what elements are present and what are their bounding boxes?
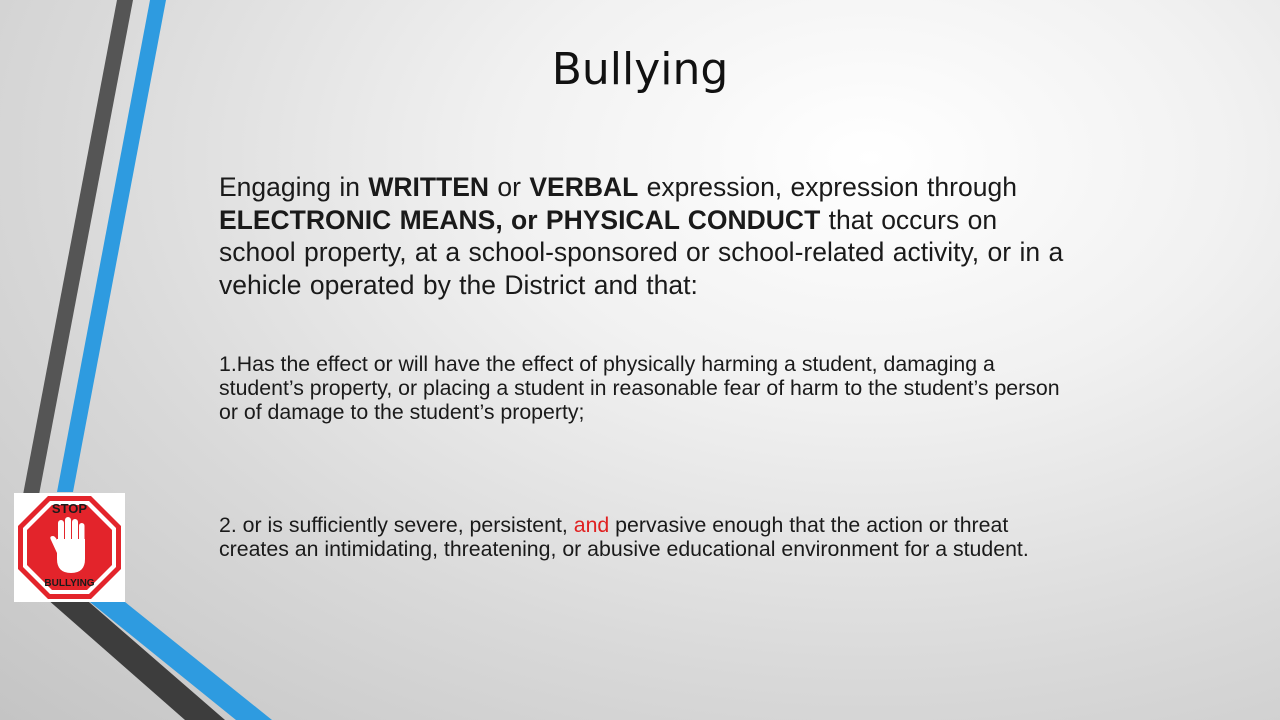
intro-text-3: expression, expression through	[638, 172, 1017, 202]
stop-bullying-sign-icon	[14, 493, 125, 602]
point-2-highlight: and	[573, 513, 610, 537]
intro-bold-verbal: VERBAL	[529, 172, 639, 202]
stop-sign-top-text: STOP	[51, 501, 88, 516]
slide-title: Bullying	[551, 44, 729, 95]
stop-bullying-sign	[14, 493, 125, 602]
definition-intro	[219, 171, 1079, 301]
intro-text-4: that occurs on school property, at a school-sponsored or school-related activity, or in a vehicle operated by the District and that:	[219, 204, 1064, 300]
point-1: 1.Has the effect or will have the effect of physically harming a student, damaging a student’s property, or placing a student in reasonable fear of harm to the student’s person or of damage to the student’s property;	[219, 352, 1060, 424]
point-2	[219, 514, 1079, 562]
intro-bold-electronic: ELECTRONIC MEANS, or PHYSICAL CONDUCT	[219, 204, 821, 235]
stop-sign-bottom-text: BULLYING	[44, 578, 95, 589]
intro-bold-written: WRITTEN	[368, 172, 490, 202]
point-2-before: 2. or is sufficiently severe, persistent,	[219, 513, 574, 537]
point-2-after: pervasive enough that the action or threat creates an intimidating, threatening, or abusive educational environment for a student.	[219, 513, 1029, 561]
intro-text-1: Engaging in	[219, 172, 369, 202]
intro-text-2: or	[489, 172, 530, 202]
